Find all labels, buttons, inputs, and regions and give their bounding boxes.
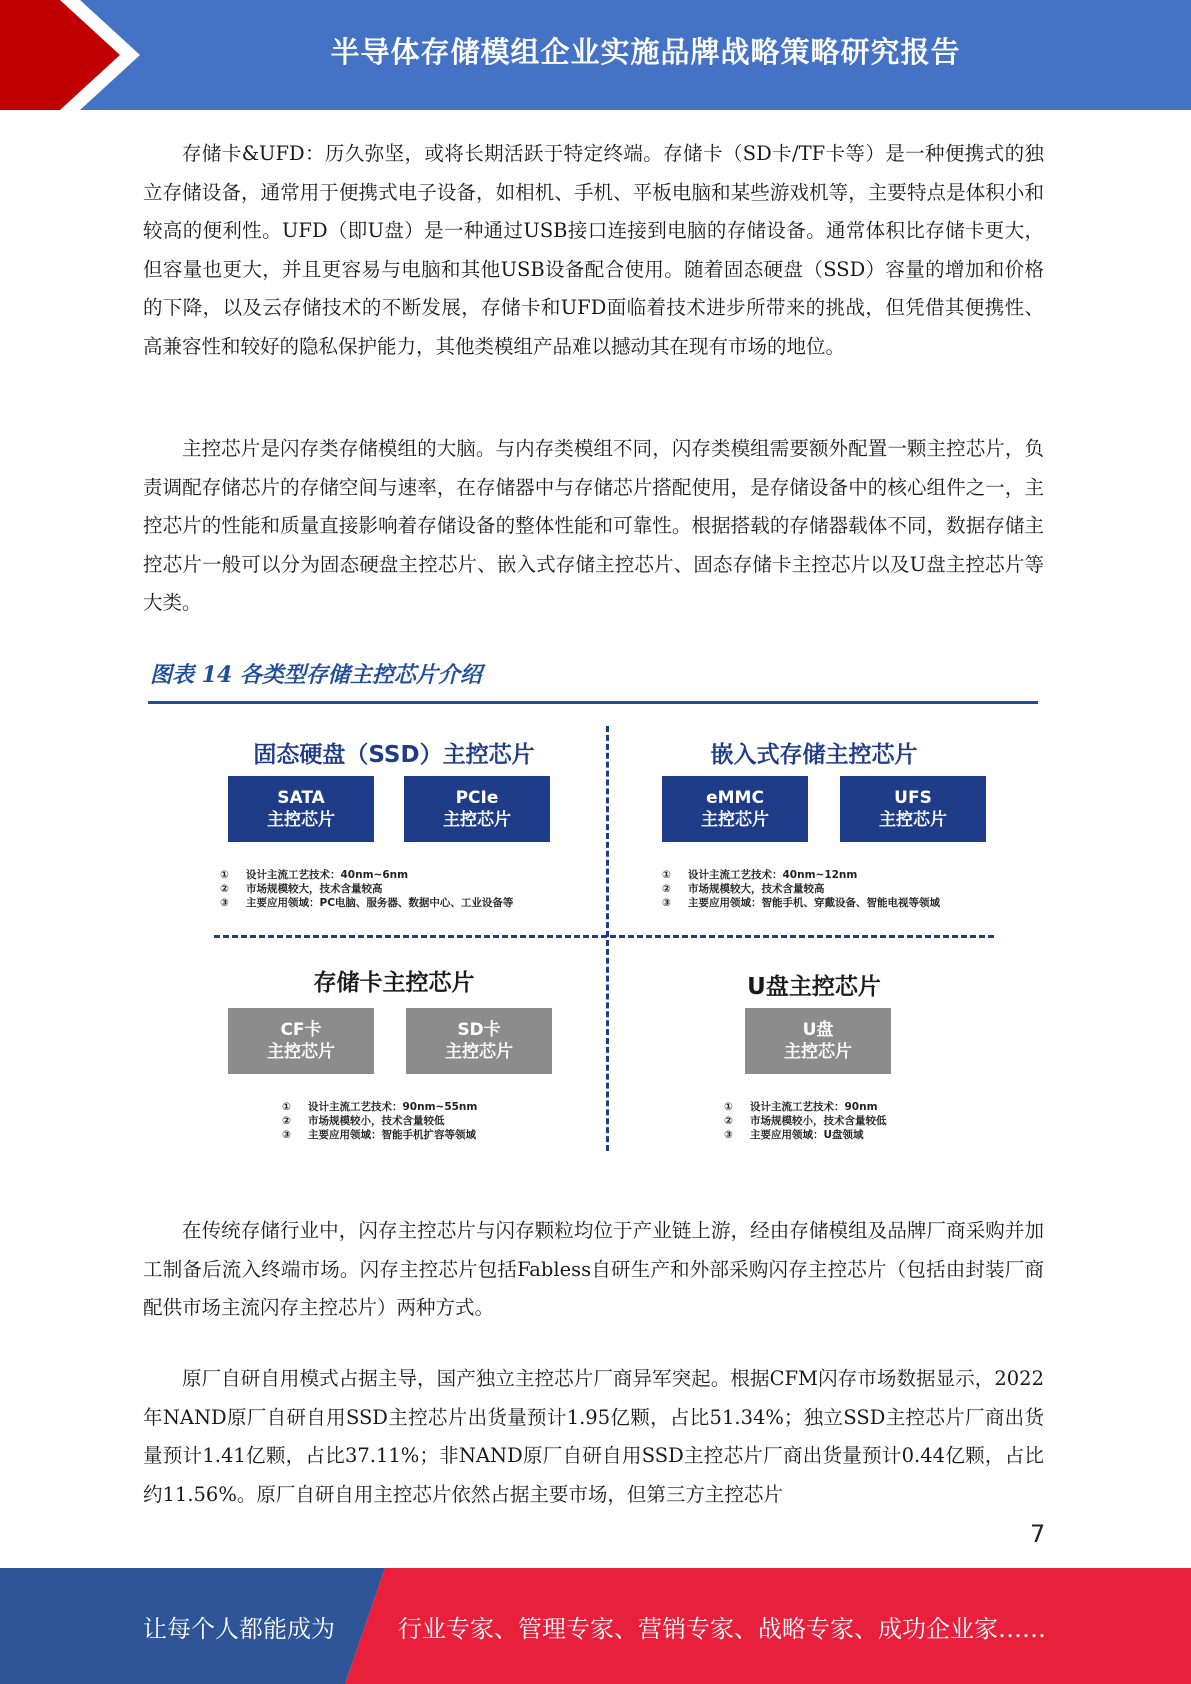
paragraph-industry-chain: 在传统存储行业中，闪存主控芯片与闪存颗粒均位于产业链上游，经由存储模组及品牌厂商采购并加工制备后流入终端市场。闪存主控芯片包括Fabless自研生产和外部采购闪存主控芯片（包括由封装厂商配供市场主流闪存主控芯片）两种方式。 <box>143 1219 1044 1319</box>
footer-slogan-right: 行业专家、管理专家、营销专家、战略专家、成功企业家…… <box>398 1614 1046 1643</box>
note-text: 市场规模较大，技术含量较高 <box>688 883 825 895</box>
paragraph-controller-chip: 主控芯片是闪存类存储模组的大脑。与内存类模组不同，闪存类模组需要额外配置一颗主控芯片，负责调配存储芯片的存储空间与速率，在存储器中与存储芯片搭配使用，是存储设备中的核心组件之一，主控芯片的性能和质量直接影响着存储设备的整体性能和可靠性。根据搭载的存储器载体不同，数据存储主控芯片一般可以分为固态硬盘主控芯片、嵌入式存储主控芯片、固态存储卡主控芯片以及U盘主控芯片等大类。 <box>143 437 1044 614</box>
chip-pcie: PCIe 主控芯片 <box>404 776 550 842</box>
notes-storage-card <box>282 1100 477 1142</box>
note-text: 市场规模较大，技术含量较高 <box>246 883 383 895</box>
note-num: ① <box>662 869 671 881</box>
footer-slogan-left: 让每个人都能成为 <box>143 1614 335 1643</box>
note-text: 主要应用领域：智能手机、穿戴设备、智能电视等领域 <box>688 897 940 909</box>
quadrant-title-ssd: 固态硬盘（SSD）主控芯片 <box>253 742 535 768</box>
chip-emmc: eMMC 主控芯片 <box>662 776 808 842</box>
quadrant-title-usb-disk: U盘主控芯片 <box>747 974 881 1000</box>
note-num: ③ <box>662 897 671 909</box>
note-row <box>724 1128 887 1142</box>
figure-caption: 图表 14 各类型存储主控芯片介绍 <box>150 662 482 688</box>
figure-caption-rule <box>148 701 1038 704</box>
paragraph-storage-card-ufd: 存储卡&UFD：历久弥坚，或将长期活跃于特定终端。存储卡（SD卡/TF卡等）是一种便携式的独立存储设备，通常用于便携式电子设备，如相机、手机、平板电脑和某些游戏机等，主要特点是体积小和较高的便利性。UFD（即U盘）是一种通过USB接口连接到电脑的存储设备。通常体积比存储卡更大，但容量也更大，并且更容易与电脑和其他USB设备配合使用。随着固态硬盘（SSD）容量的增加和价格的下降，以及云存储技术的不断发展，存储卡和UFD面临着技术进步所带来的挑战，但凭借其便携性、高兼容性和较好的隐私保护能力，其他类模组产品难以撼动其在现有市场的地位。 <box>143 142 1044 358</box>
note-num: ① <box>724 1101 733 1113</box>
notes-embedded <box>662 868 940 910</box>
note-num: ③ <box>724 1129 733 1141</box>
note-num: ① <box>220 869 229 881</box>
notes-usb-disk <box>724 1100 887 1142</box>
note-num: ① <box>282 1101 291 1113</box>
note-row <box>220 868 513 882</box>
note-text: 设计主流工艺技术：90nm <box>750 1101 878 1113</box>
vertical-divider <box>606 726 609 1151</box>
note-text: 设计主流工艺技术：90nm~55nm <box>308 1101 478 1113</box>
note-num: ② <box>724 1115 733 1127</box>
chip-sata: SATA 主控芯片 <box>228 776 374 842</box>
report-title: 半导体存储模组企业实施品牌战略策略研究报告 <box>330 34 961 69</box>
note-row <box>282 1114 477 1128</box>
note-text: 主要应用领域：智能手机扩容等领域 <box>308 1129 476 1141</box>
controller-chip-diagram <box>214 722 1034 1157</box>
chip-ufs: UFS 主控芯片 <box>840 776 986 842</box>
note-text: 市场规模较小，技术含量较低 <box>750 1115 887 1127</box>
note-row <box>282 1128 477 1142</box>
note-row <box>724 1100 887 1114</box>
horizontal-divider <box>214 935 994 938</box>
note-row <box>282 1100 477 1114</box>
note-num: ③ <box>220 897 229 909</box>
note-row <box>724 1114 887 1128</box>
quadrant-title-storage-card: 存储卡主控芯片 <box>313 970 475 996</box>
note-row <box>662 868 940 882</box>
note-num: ③ <box>282 1129 291 1141</box>
page-footer <box>0 1568 1191 1684</box>
paragraph-market-share: 原厂自研自用模式占据主导，国产独立主控芯片厂商异军突起。根据CFM闪存市场数据显示，2022年NAND原厂自研自用SSD主控芯片出货量预计1.95亿颗，占比51.34%；独立SSD主控芯片厂商出货量预计1.41亿颗，占比37.11%；非NAND原厂自研自用SSD主控芯片厂商出货量预计0.44亿颗，占比约11.56%。原厂自研自用主控芯片依然占据主要市场，但第三方主控芯片 <box>143 1367 1044 1506</box>
note-row <box>662 896 940 910</box>
notes-ssd <box>220 868 513 910</box>
note-row <box>220 896 513 910</box>
note-num: ② <box>662 883 671 895</box>
note-row <box>220 882 513 896</box>
note-text: 主要应用领域：U盘领域 <box>750 1129 864 1141</box>
note-text: 市场规模较小，技术含量较低 <box>308 1115 445 1127</box>
note-text: 设计主流工艺技术：40nm~12nm <box>688 869 858 881</box>
page-number: 7 <box>1030 1520 1046 1548</box>
note-row <box>662 882 940 896</box>
quadrant-title-embedded: 嵌入式存储主控芯片 <box>710 742 918 768</box>
note-num: ② <box>220 883 229 895</box>
chip-sd-card: SD卡 主控芯片 <box>406 1008 552 1074</box>
page-header <box>0 0 1191 110</box>
chip-usb-disk: U盘 主控芯片 <box>745 1008 891 1074</box>
note-num: ② <box>282 1115 291 1127</box>
note-text: 主要应用领域：PC电脑、服务器、数据中心、工业设备等 <box>246 897 514 909</box>
chip-cf-card: CF卡 主控芯片 <box>228 1008 374 1074</box>
note-text: 设计主流工艺技术：40nm~6nm <box>246 869 409 881</box>
